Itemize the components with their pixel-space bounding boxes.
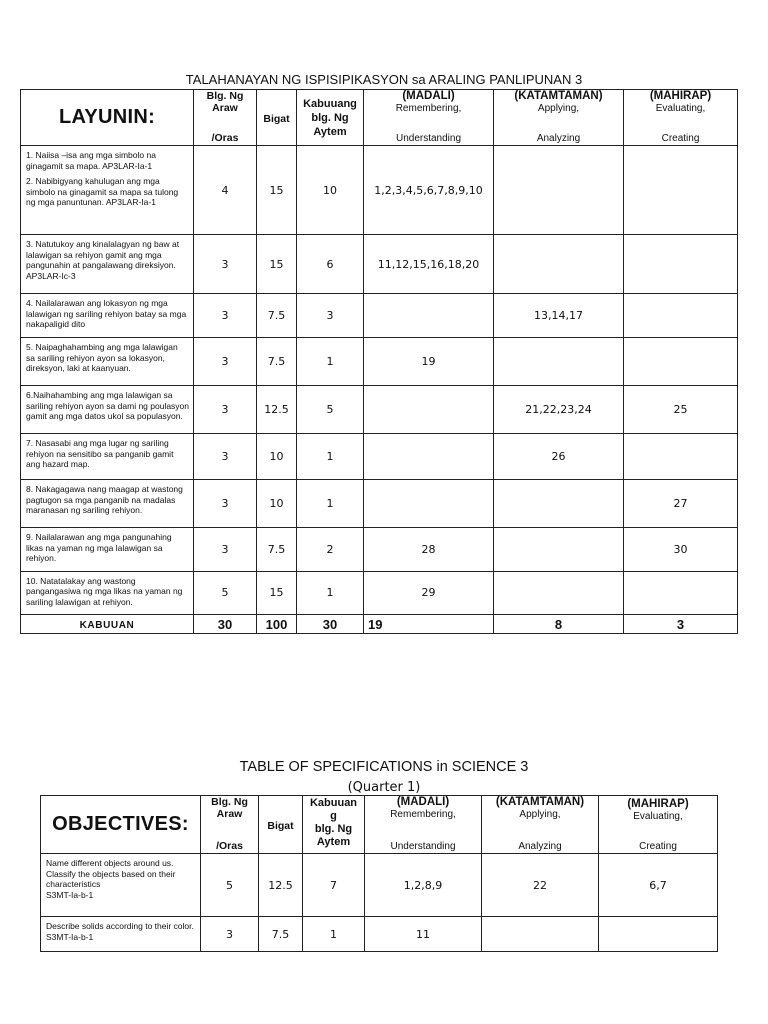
easy-cell: 28 (364, 528, 494, 572)
difficult-cell (624, 235, 738, 294)
objective-cell (21, 294, 194, 338)
weight-cell: 15 (257, 571, 297, 615)
table-row (21, 571, 738, 615)
header-average: (KATAMTAMAN) Applying, Analyzing (494, 90, 624, 146)
header-items: Kabuuang blg. Ng Aytem (297, 90, 364, 146)
weight-cell: 10 (257, 480, 297, 528)
table-row (21, 480, 738, 528)
table-row (21, 235, 738, 294)
average-cell (482, 917, 599, 952)
days-cell: 3 (194, 528, 257, 572)
easy-cell: 19 (364, 338, 494, 386)
totals-average: 8 (494, 615, 624, 634)
header-objective: OBJECTIVES: (41, 796, 201, 854)
weight-cell: 10 (257, 434, 297, 480)
table2-body (41, 854, 718, 952)
header-weight: Bigat (257, 90, 297, 146)
difficult-cell (624, 434, 738, 480)
objective-text: Describe solids according to their color. S3MT-Ia-b-1 (46, 921, 194, 942)
difficult-cell: 6,7 (599, 854, 718, 917)
items-cell: 10 (297, 146, 364, 235)
days-cell: 3 (194, 235, 257, 294)
table1-header-row (21, 90, 738, 146)
table-row (21, 386, 738, 434)
items-cell: 1 (297, 480, 364, 528)
objective-text: 6.Naihahambing ang mga lalawigan sa sariling rehiyon ayon sa dami ng poulasyon gamit ang mga datos ukol sa populasyon. (26, 390, 190, 421)
table2-title: TABLE OF SPECIFICATIONS in SCIENCE 3 (239, 759, 529, 775)
items-cell: 7 (303, 854, 365, 917)
items-cell: 3 (297, 294, 364, 338)
difficult-cell: 27 (624, 480, 738, 528)
table-row (21, 528, 738, 572)
weight-cell: 15 (257, 235, 297, 294)
header-average: (KATAMTAMAN) Applying, Analyzing (482, 796, 599, 854)
table2 (40, 795, 718, 952)
objective-cell (41, 854, 201, 917)
table1-body (21, 146, 738, 615)
easy-cell: 1,2,3,4,5,6,7,8,9,10 (364, 146, 494, 235)
objective-text: Name different objects around us. (46, 858, 174, 868)
days-cell: 3 (194, 434, 257, 480)
totals-easy: 19 (364, 615, 494, 634)
header-easy: (MADALI) Remembering, Understanding (364, 90, 494, 146)
easy-cell: 11,12,15,16,18,20 (364, 235, 494, 294)
weight-cell: 7.5 (257, 338, 297, 386)
weight-cell: 7.5 (259, 917, 303, 952)
days-cell: 3 (194, 386, 257, 434)
average-cell: 22 (482, 854, 599, 917)
weight-cell: 15 (257, 146, 297, 235)
days-cell: 5 (194, 571, 257, 615)
difficult-cell (624, 338, 738, 386)
items-cell: 1 (297, 571, 364, 615)
table1 (20, 89, 738, 634)
days-cell: 3 (194, 294, 257, 338)
objective-text: 7. Nasasabi ang mga lugar ng sariling rehiyon na sensitibo sa panganib gamit ang hazard map. (26, 438, 174, 469)
days-cell: 3 (201, 917, 259, 952)
easy-cell (364, 294, 494, 338)
objective-text: 4. Nailalarawan ang lokasyon ng mga lalawigan ng sariling rehiyon batay sa mga nakapaligid dito (26, 298, 187, 329)
average-cell (494, 146, 624, 235)
days-cell: 5 (201, 854, 259, 917)
difficult-cell (624, 146, 738, 235)
difficult-cell: 30 (624, 528, 738, 572)
average-cell: 26 (494, 434, 624, 480)
totals-weight: 100 (257, 615, 297, 634)
objective-cell (21, 338, 194, 386)
items-cell: 1 (303, 917, 365, 952)
table2-header-row (41, 796, 718, 854)
totals-label: KABUUAN (21, 615, 194, 634)
objective-cell (41, 917, 201, 952)
difficult-cell (599, 917, 718, 952)
header-difficult: (MAHIRAP) Evaluating, Creating (599, 796, 718, 854)
objective-cell (21, 480, 194, 528)
header-items: Kabuuan g blg. Ng Aytem (303, 796, 365, 854)
easy-cell: 29 (364, 571, 494, 615)
table-row (21, 146, 738, 235)
difficult-cell (624, 571, 738, 615)
objective-text: 9. Nailalarawan ang mga pangunahing likas na yaman ng mga lalawigan sa rehiyon. (26, 532, 172, 563)
items-cell: 5 (297, 386, 364, 434)
easy-cell: 1,2,8,9 (365, 854, 482, 917)
weight-cell: 12.5 (259, 854, 303, 917)
average-cell (494, 338, 624, 386)
header-weight: Bigat (259, 796, 303, 854)
objective-text: 5. Naipaghahambing ang mga lalawigan sa sariling rehiyon ayon sa lokasyon, direksyon, laki at kaanyuan. (26, 342, 178, 373)
easy-cell: 11 (365, 917, 482, 952)
days-cell: 3 (194, 338, 257, 386)
objective-cell (21, 146, 194, 235)
items-cell: 1 (297, 338, 364, 386)
objective-text: 3. Natutukoy ang kinalalagyan ng baw at lalawigan sa rehiyon gamit ang mga pangunahin at pangalawang direksiyon. AP3LAR-Ic-3 (26, 239, 180, 281)
difficult-cell: 25 (624, 386, 738, 434)
average-cell: 13,14,17 (494, 294, 624, 338)
table1-totals-row (21, 615, 738, 634)
table-row (21, 294, 738, 338)
objective-text: 2. Nabibigyang kahulugan ang mga simbolo na ginagamit sa mapa sa tulong ng mga panuntunan. AP3LAR-Ia-1 (26, 176, 179, 207)
weight-cell: 7.5 (257, 294, 297, 338)
easy-cell (364, 386, 494, 434)
objective-cell (21, 528, 194, 572)
average-cell (494, 528, 624, 572)
easy-cell (364, 434, 494, 480)
weight-cell: 7.5 (257, 528, 297, 572)
objective-text: 10. Natatalakay ang wastong pangangasiwa ng mga likas na yaman ng sariling lalawigan at rehiyon. (26, 575, 183, 607)
objective-cell (21, 386, 194, 434)
average-cell: 21,22,23,24 (494, 386, 624, 434)
objective-cell (21, 571, 194, 615)
days-cell: 4 (194, 146, 257, 235)
header-difficult: (MAHIRAP) Evaluating, Creating (624, 90, 738, 146)
table-row (21, 434, 738, 480)
header-easy: (MADALI) Remembering, Understanding (365, 796, 482, 854)
header-objective: LAYUNIN: (21, 90, 194, 146)
totals-items: 30 (297, 615, 364, 634)
table-row (41, 854, 718, 917)
objective-cell (21, 434, 194, 480)
header-days: Blg. Ng Araw /Oras (194, 90, 257, 146)
header-days: Blg. Ng Araw /Oras (201, 796, 259, 854)
difficult-cell (624, 294, 738, 338)
totals-difficult: 3 (624, 615, 738, 634)
weight-cell: 12.5 (257, 386, 297, 434)
average-cell (494, 480, 624, 528)
average-cell (494, 571, 624, 615)
table-row (21, 338, 738, 386)
items-cell: 1 (297, 434, 364, 480)
days-cell: 3 (194, 480, 257, 528)
totals-days: 30 (194, 615, 257, 634)
average-cell (494, 235, 624, 294)
table-row (41, 917, 718, 952)
objective-text: 8. Nakagagawa nang maagap at wastong pagtugon sa mga panganib na madalas maranasan ng sariling rehiyon. (26, 484, 183, 515)
table1-title: TALAHANAYAN NG ISPISIPIKASYON sa ARALING PANLIPUNAN 3 (185, 72, 583, 87)
objective-text: 1. Naiisa –isa ang mga simbolo na ginagamit sa mapa. AP3LAR-Ia-1 (26, 150, 156, 171)
items-cell: 6 (297, 235, 364, 294)
table2-subtitle: (Quarter 1) (347, 780, 421, 795)
objective-cell (21, 235, 194, 294)
objective-text: Classify the objects based on their characteristics (46, 868, 176, 889)
easy-cell (364, 480, 494, 528)
items-cell: 2 (297, 528, 364, 572)
objective-text: S3MT-Ia-b-1 (46, 889, 94, 900)
